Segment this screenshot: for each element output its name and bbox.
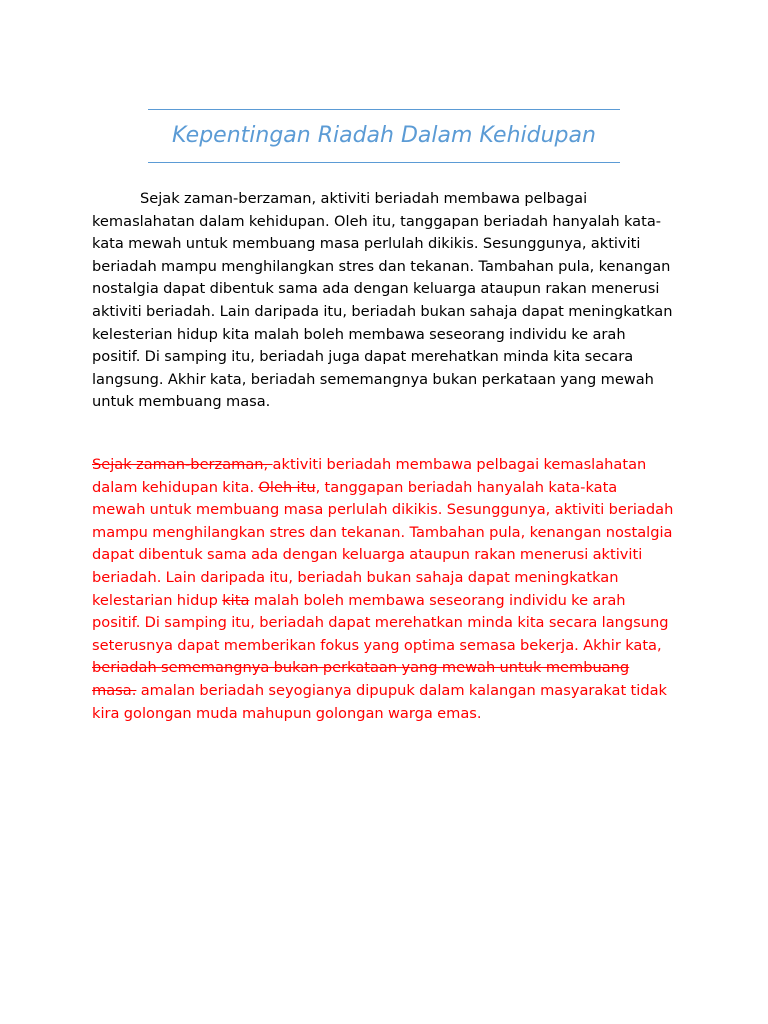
paragraph-line: langsung. Akhir kata, beriadah sememangnya bukan perkataan yang mewah bbox=[92, 370, 654, 388]
title-bottom-rule bbox=[148, 162, 620, 163]
paragraph-line: kemaslahatan dalam kehidupan. Oleh itu, tanggapan beriadah hanyalah kata- bbox=[92, 212, 662, 230]
paragraph-line: kata mewah untuk membuang masa perlulah dikikis. Sesunggunya, aktiviti bbox=[92, 235, 641, 253]
title-top-rule bbox=[148, 109, 620, 110]
paragraph-line: beriadah mampu menghilangkan stres dan tekanan. Tambahan pula, kenangan bbox=[92, 257, 671, 275]
inserted-text: malah boleh membawa seseorang individu ke arah bbox=[249, 591, 626, 609]
revised-line bbox=[92, 657, 676, 680]
paragraph-line: aktiviti beriadah. Lain daripada itu, beriadah bukan sahaja dapat meningkatkan bbox=[92, 302, 673, 320]
deleted-text: kita bbox=[222, 591, 250, 609]
revised-line bbox=[92, 454, 676, 477]
revised-line: positif. Di samping itu, beriadah dapat merehatkan minda kita secara langsung bbox=[92, 614, 669, 632]
revised-line bbox=[92, 477, 676, 500]
revised-paragraph bbox=[92, 454, 676, 725]
revised-line: mewah untuk membuang masa perlulah dikikis. Sesunggunya, aktiviti beriadah bbox=[92, 501, 674, 519]
revised-line: beriadah. Lain daripada itu, beriadah bukan sahaja dapat meningkatkan bbox=[92, 568, 619, 586]
paragraph-line: kelesterian hidup kita malah boleh membawa seseorang individu ke arah bbox=[92, 325, 626, 343]
paragraph-line: positif. Di samping itu, beriadah juga dapat merehatkan minda kita secara bbox=[92, 348, 634, 366]
deleted-text: masa. bbox=[92, 681, 137, 699]
revised-line: kira golongan muda mahupun golongan warga emas. bbox=[92, 704, 482, 722]
revised-line: seterusnya dapat memberikan fokus yang optima semasa bekerja. Akhir kata, bbox=[92, 636, 662, 654]
revised-line: dapat dibentuk sama ada dengan keluarga ataupun rakan menerusi aktiviti bbox=[92, 546, 643, 564]
deleted-text: Oleh itu bbox=[258, 478, 316, 496]
revised-line: mampu menghilangkan stres dan tekanan. Tambahan pula, kenangan nostalgia bbox=[92, 523, 673, 541]
paragraph-line: Sejak zaman-berzaman, aktiviti beriadah membawa pelbagai bbox=[140, 190, 588, 207]
paragraph-line: nostalgia dapat dibentuk sama ada dengan keluarga ataupun rakan menerusi bbox=[92, 280, 660, 298]
inserted-text: aktiviti beriadah membawa pelbagai kemaslahatan bbox=[272, 456, 647, 473]
deleted-text: Sejak zaman-berzaman, bbox=[92, 456, 273, 473]
document-title: Kepentingan Riadah Dalam Kehidupan bbox=[172, 123, 596, 148]
deleted-text: beriadah sememangnya bukan perkataan yang mewah untuk membuang bbox=[92, 659, 630, 677]
inserted-text: dalam kehidupan kita. bbox=[92, 478, 259, 496]
inserted-text: amalan beriadah seyogianya dipupuk dalam kalangan masyarakat tidak bbox=[136, 681, 667, 699]
original-paragraph bbox=[92, 188, 676, 414]
revised-line bbox=[92, 590, 676, 613]
inserted-text: , tanggapan beriadah hanyalah kata-kata bbox=[315, 478, 618, 496]
inserted-text: kelestarian hidup bbox=[92, 591, 223, 609]
paragraph-line: untuk membuang masa. bbox=[92, 393, 271, 411]
revised-line bbox=[92, 680, 676, 703]
